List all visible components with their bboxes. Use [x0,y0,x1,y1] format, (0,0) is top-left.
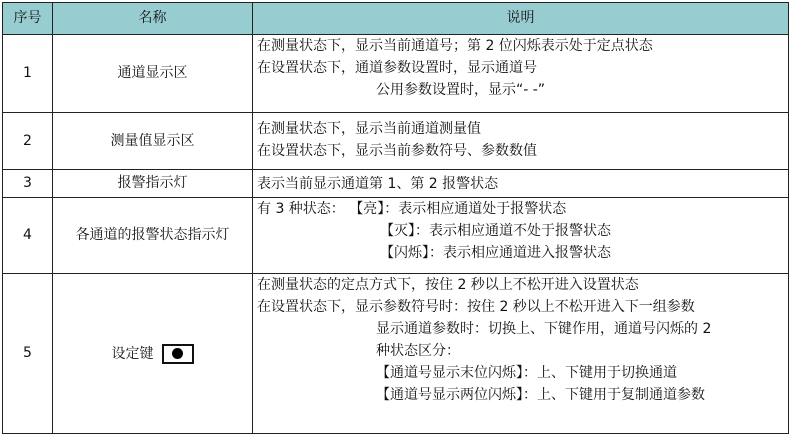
description-line: 【闪烁】：表示相应通道进入报警状态 [380,245,611,261]
header-description: 说明 [253,3,789,35]
row-name [53,274,253,434]
table-row [3,274,789,434]
row-number: 3 [3,170,53,198]
row-number: 1 [3,35,53,113]
row-description [253,198,789,274]
row-number: 4 [3,198,53,274]
description-line: 在设置状态下，通道参数设置时，显示通道号 [257,60,537,76]
description-line: 在测量状态的定点方式下，按住 2 秒以上不松开进入设置状态 [257,277,639,293]
table-row [3,35,789,113]
description-line: 【灭】：表示相应通道不处于报警状态 [380,223,611,239]
row-name: 报警指示灯 [53,170,253,198]
row-name: 通道显示区 [53,35,253,113]
header-name: 名称 [53,3,253,35]
description-line: 有 3 种状态： 【亮】：表示相应通道处于报警状态 [257,201,567,217]
instruction-table [2,2,789,434]
row-description [253,274,789,434]
header-serial-number: 序号 [3,3,53,35]
table-header-row [3,3,789,35]
description-line: 公用参数设置时，显示“- -” [376,82,546,98]
description-line: 在测量状态下，显示当前通道测量值 [257,121,481,137]
description-line: 表示当前显示通道第 1、第 2 报警状态 [257,175,499,192]
key-dot [172,348,183,359]
description-line: 显示通道参数时：切换上、下键作用，通道号闪烁的 2 [376,321,712,337]
description-line: 【通道号显示两位闪烁】：上、下键用于复制通道参数 [376,387,705,403]
description-line: 在测量状态下，显示当前通道号；第 2 位闪烁表示处于定点状态 [257,38,653,54]
description-line: 【通道号显示末位闪烁】：上、下键用于切换通道 [376,365,677,381]
description-line: 在设置状态下，显示参数符号时：按住 2 秒以上不松开进入下一组参数 [257,299,695,315]
row-description [253,113,789,170]
row-number: 2 [3,113,53,170]
row-name: 各通道的报警状态指示灯 [53,198,253,274]
table-row [3,198,789,274]
setting-key-label: 设定键 [111,345,154,362]
row-description [253,170,789,198]
description-line: 在设置状态下，显示当前参数符号、参数数值 [257,143,537,159]
row-name: 测量值显示区 [53,113,253,170]
table-row [3,113,789,170]
row-description [253,35,789,113]
table-row [3,170,789,198]
description-line: 种状态区分： [376,343,460,359]
row-number: 5 [3,274,53,434]
filled-dot-key-icon [162,344,194,364]
